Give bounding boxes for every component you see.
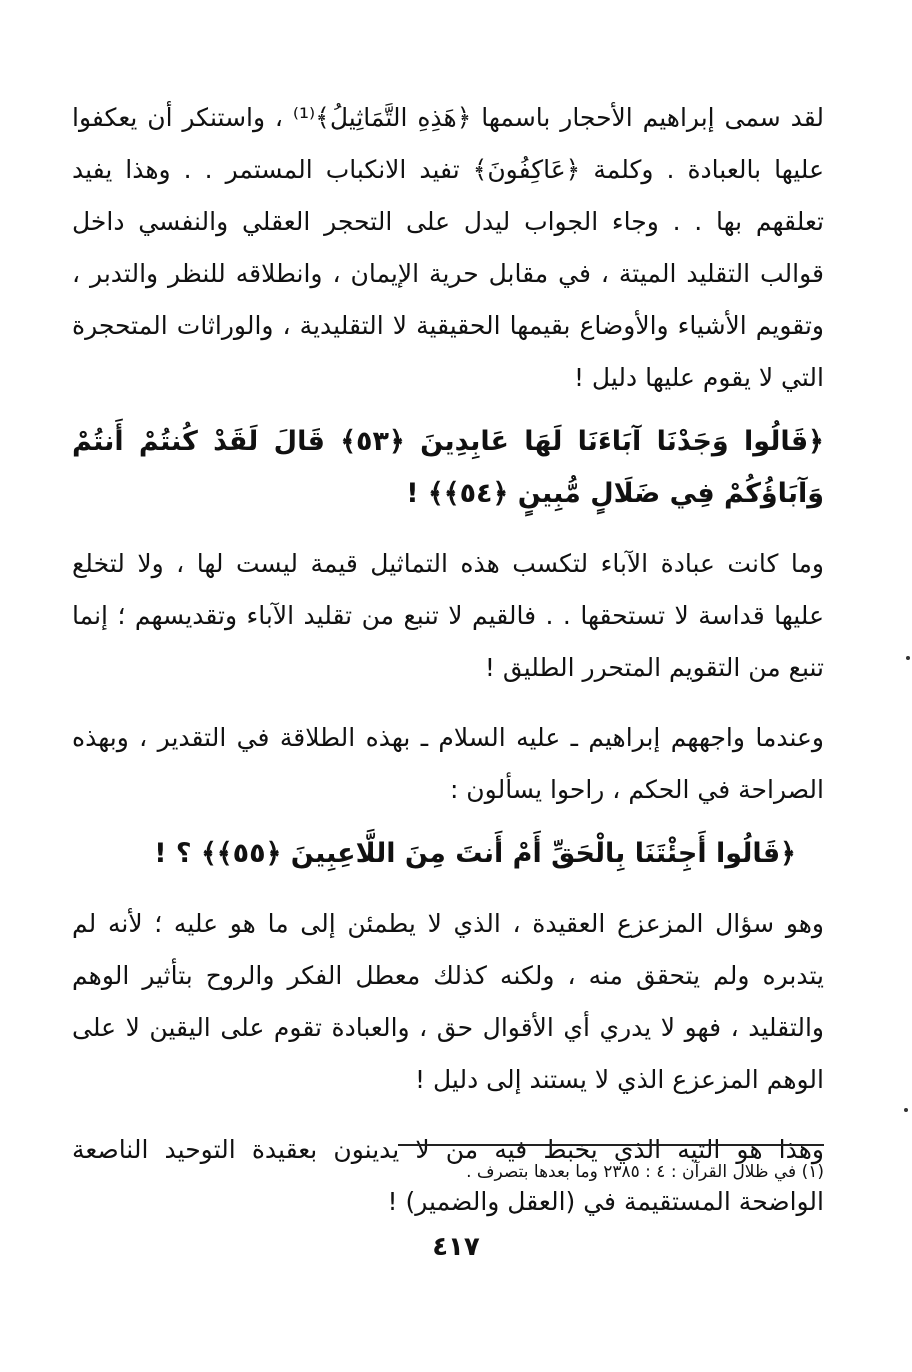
paragraph-1: لقد سمى إبراهيم الأحجار باسمها ﴿هَذِهِ التَّمَاثِيلُ﴾⁽¹⁾ ، واستنكر أن يعكفوا عليها بالعبادة . وكلمة ﴿عَاكِفُونَ﴾ تفيد الانكباب المستمر . . وهذا يفيد تعلقهم بها . . وجاء الجواب ليدل على التحجر العقلي والنفسي داخل قوالب التقليد الميتة ، في مقابل حرية الإيمان ، وانطلاقه للنظر والتدبر ، وتقويم الأشياء والأوضاع بقيمها الحقيقية لا التقليدية ، والوراثات المتحجرة التي لا يقوم عليها دليل ! [72, 103, 824, 392]
paragraph-4: وهو سؤال المزعزع العقيدة ، الذي لا يطمئن إلى ما هو عليه ؛ لأنه لم يتدبره ولم يتحقق منه ، ولكنه كذلك معطل الفكر والروح بتأثير الوهم والتقليد ، فهو لا يدري أي الأقوال حق ، والعبادة تقوم على اليقين لا على الوهم المزعزع الذي لا يستند إلى دليل ! [72, 909, 824, 1094]
page-number: ٤١٧ [432, 1232, 480, 1262]
quran-verse-53-54: ﴿قَالُوا وَجَدْنَا آبَاءَنَا لَهَا عَابِدِينَ ﴿٥٣﴾ قَالَ لَقَدْ كُنتُمْ أَنتُمْ وَآبَاؤُكُمْ فِي ضَلَالٍ مُّبِينٍ ﴿٥٤﴾﴾ ! [72, 426, 824, 509]
paragraph-5: وهذا هو التيه الذي يخبط فيه من لا يدينون بعقيدة التوحيد الناصعة الواضحة المستقيمة في (العقل والضمير) ! [72, 1135, 824, 1216]
margin-mark [904, 1108, 908, 1112]
margin-mark [906, 656, 910, 660]
footnote-divider [398, 1144, 824, 1146]
quran-verse-55: ﴿قَالُوا أَجِئْتَنَا بِالْحَقِّ أَمْ أَنتَ مِنَ اللَّاعِبِينَ ﴿٥٥﴾﴾ ؟ ! [154, 838, 796, 869]
footnote: (١) في ظلال القرآن : ٤ : ٢٣٨٥ وما بعدها بتصرف . [466, 1162, 824, 1182]
paragraph-2: وما كانت عبادة الآباء لتكسب هذه التماثيل قيمة ليست لها ، ولا لتخلع عليها قداسة لا تستحقها . . فالقيم لا تنبع من تقليد الآباء وتقديسهم ؛ إنما تنبع من التقويم المتحرر الطليق ! [72, 549, 824, 682]
page-body [72, 92, 824, 1228]
paragraph-3: وعندما واجههم إبراهيم ـ عليه السلام ـ بهذه الطلاقة في التقدير ، وبهذه الصراحة في الحكم ، راحوا يسألون : [72, 723, 824, 804]
